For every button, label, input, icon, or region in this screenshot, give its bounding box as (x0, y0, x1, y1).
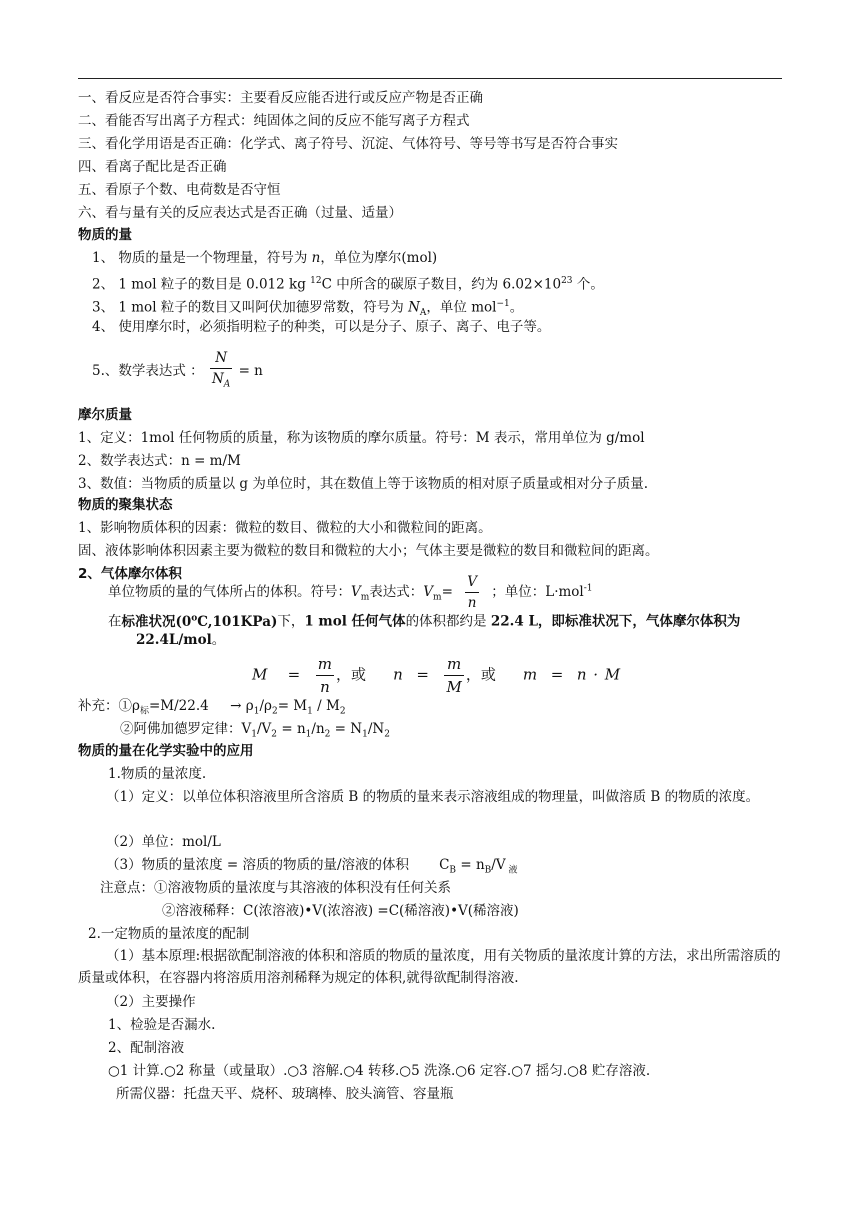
section-title-experiment: 物质的量在化学实验中的应用 (78, 743, 254, 759)
formula-row: M = $\frac{m}{n}$ ，或 n = $\frac{m}{M}$ ，或 m = n · M (252, 655, 621, 696)
check-line-4: 四、看离子配比是否正确 (78, 159, 227, 175)
section-title-amount: 物质的量 (78, 227, 132, 243)
molar-mass-line-3: 3、数值：当物质的质量以 g 为单位时，其在数值上等于该物质的相对原子质量或相对分子质量. (78, 476, 649, 492)
fraction-n-over-na: $\frac{N}{N_A}$ (210, 348, 232, 395)
aggregate-line-2: 固、液体影响体积因素主要为微粒的数目和微粒的大小；气体主要是微粒的数目和微粒间的距离。 (78, 543, 659, 559)
amount-item-5-formula: 5.、数学表达式 ： $\frac{N}{N_A}$ = n (92, 348, 263, 395)
experiment-note-2: ②溶液稀释：C(浓溶液)•V(浓溶液) =C(稀溶液)•V(稀溶液) (162, 903, 519, 919)
check-line-3: 三、看化学用语是否正确：化学式、离子符号、沉淀、气体符号、等号等书写是否符合事实 (78, 136, 618, 152)
experiment-sub-1: 1.物质的量浓度. (108, 766, 207, 782)
section-title-aggregate: 物质的聚集状态 (78, 497, 173, 513)
aggregate-standard-line: 在标准状况(0$^o$C,101KPa)下，1 mol 任何气体的体积都约是 22.4 L，即标准状况下，气体摩尔体积为 (108, 613, 741, 630)
amount-item-4: 4、 使用摩尔时，必须指明粒子的种类，可以是分子、原子、离子、电子等。 (92, 319, 551, 335)
experiment-steps: ○1 计算.○2 称量（或量取）.○3 溶解.○4 转移.○5 洗涤.○6 定容.○7 摇匀.○8 贮存溶液. (108, 1063, 651, 1079)
experiment-sub-2: 2.一定物质的量浓度的配制 (88, 926, 250, 942)
molar-mass-line-1: 1、定义：1mol 任何物质的质量，称为该物质的摩尔质量。符号：M 表示，常用单位为 g/mol (78, 430, 645, 446)
aggregate-subtitle: 2、气体摩尔体积 (78, 566, 182, 582)
check-line-2: 二、看能否写出离子方程式：纯固体之间的反应不能写离子方程式 (78, 113, 470, 129)
fraction-m-over-M: $\frac{m}{M}$ (446, 655, 462, 696)
aggregate-line-1: 1、影响物质体积的因素：微粒的数目、微粒的大小和微粒间的距离。 (78, 520, 492, 536)
experiment-operations: （2）主要操作 (106, 994, 196, 1010)
amount-item-2: 2、 1 mol 粒子的数目是 0.012 kg $^{12}$C 中所含的碳原子数目，约为 $6.02\times 10^{23}$ 个。 (92, 276, 604, 293)
aggregate-definition: 单位物质的量的气体所占的体积。符号：$V_m$表达式：$V_m=$ $\frac{V}{n}$ ；单位：L·mol$^{-1}$ (108, 574, 593, 611)
amount-item-1: 1、 物质的量是一个物理量，符号为 n，单位为摩尔(mol) (92, 250, 438, 266)
fraction-m-over-n: $\frac{m}{n}$ (317, 655, 333, 696)
experiment-definition: （1）定义：以单位体积溶液里所含溶质 B 的物质的量来表示溶液组成的物理量，叫做溶质 B 的物质的浓度。 (106, 789, 760, 805)
experiment-unit: （2）单位：mol/L (106, 834, 221, 850)
experiment-instruments: 所需仪器：托盘天平、烧杯、玻璃棒、胶头滴管、容量瓶 (116, 1086, 454, 1102)
experiment-note-1: 注意点：①溶液物质的量浓度与其溶液的体积没有任何关系 (100, 880, 451, 896)
section-title-molar-mass: 摩尔质量 (78, 407, 132, 423)
experiment-op-2: 2、配制溶液 (108, 1040, 185, 1056)
check-line-1: 一、看反应是否符合事实：主要看反应能否进行或反应产物是否正确 (78, 90, 483, 106)
supplement-line-2: ②阿佛加德罗定律：$V_1/V_2 = n_1/n_2 = N_1/N_2$ (120, 721, 390, 740)
experiment-principle: （1）基本原理:根据欲配制溶液的体积和溶质的物质的量浓度，用有关物质的量浓度计算的方法，求出所需溶质的质量或体积，在容器内将溶质用溶剂稀释为规定的体积,就得欲配制得溶液. (78, 948, 781, 986)
amount-item-3: 3、 1 mol 粒子的数目又叫阿伏加德罗常数，符号为 $N_A$，单位 mol$^{-1}$。 (92, 299, 524, 319)
experiment-op-1: 1、检验是否漏水. (108, 1017, 216, 1033)
check-line-6: 六、看与量有关的反应表达式是否正确（过量、适量） (78, 205, 402, 221)
header-rule (78, 78, 782, 79)
check-line-5: 五、看原子个数、电荷数是否守恒 (78, 182, 281, 198)
supplement-line-1: 补充：$①\rho_标=M/22.4$ → $\rho_1/\rho_2= M_1 / M_2$ (78, 698, 346, 717)
fraction-v-over-n: $\frac{V}{n}$ (467, 574, 477, 611)
aggregate-standard-value: 22.4L/mol。 (136, 632, 226, 648)
molar-mass-line-2: 2、数学表达式：n = m/M (78, 453, 241, 469)
experiment-concentration: （3）物质的量浓度 = 溶质的物质的量/溶液的体积 $C_B = n_B/V$ $_液$ (106, 857, 518, 876)
